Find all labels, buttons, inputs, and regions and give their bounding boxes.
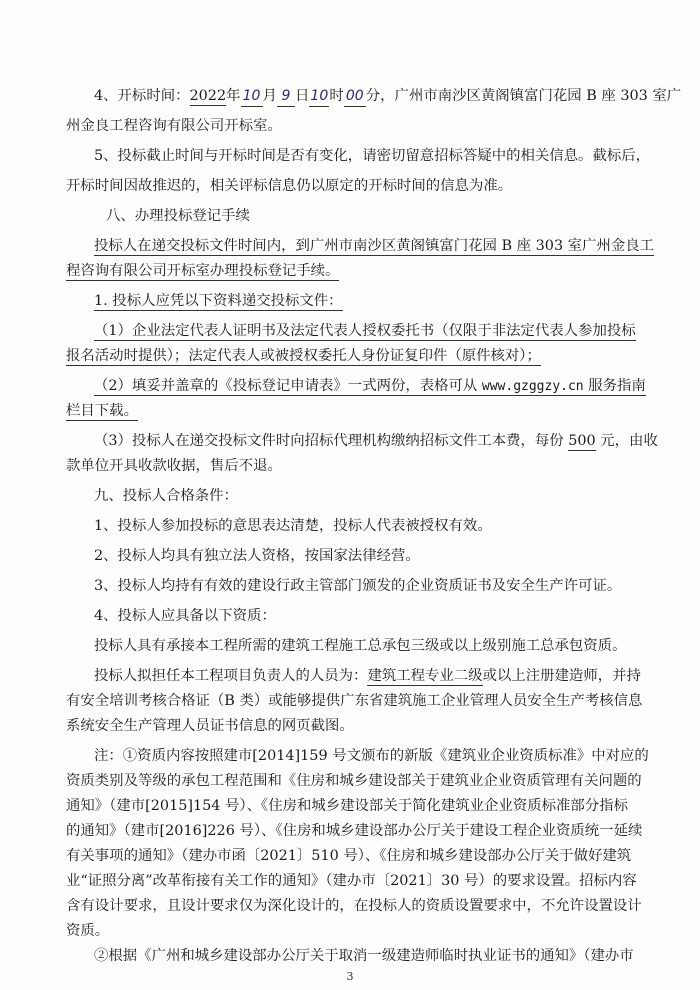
note-1-line-7: 含有设计要求，且设计要求仅为深化设计的，在投标人的资质设置要求中，不允许设置设计 bbox=[66, 898, 642, 914]
material-2-line-1 bbox=[94, 376, 646, 396]
hour-char: 时 bbox=[329, 88, 344, 104]
note-2-line-1: ②根据《广州和城乡建设部办公厅关于取消一级建造师临时执业证书的通知》（建办市 bbox=[94, 948, 634, 964]
material-2-text-1 bbox=[94, 378, 646, 396]
material-2-pre: （2）填妥并盖章的《投标登记申请表》一式两份，表格可从 bbox=[94, 378, 482, 394]
note-1-line-8: 资质。 bbox=[66, 923, 110, 939]
opening-time-label: 4、开标时间： bbox=[94, 88, 190, 104]
handwritten-month: 10 bbox=[241, 86, 263, 107]
qualification-2-post: 或以上注册建造师，并持 bbox=[482, 668, 641, 684]
material-2-text-2: 栏目下载。 bbox=[66, 403, 138, 419]
qualification-2-pre: 投标人拟担任本工程项目负责人的人员为： bbox=[94, 668, 368, 684]
opening-year: 2022 bbox=[189, 88, 227, 104]
material-1-text-1: （1）企业法定代表人证明书及法定代表人授权委托书（仅限于非法定代表人参加投标 bbox=[94, 323, 636, 339]
material-1-line-2 bbox=[66, 346, 636, 366]
material-3-post: 元，由收 bbox=[595, 433, 658, 449]
month-char: 月 bbox=[262, 88, 277, 104]
note-1-line-3: 通知》（建市[2015]154 号）、《住房和城乡建设部关于简化建筑业企业资质标准部分指标 bbox=[66, 798, 628, 814]
day-char: 日 bbox=[294, 88, 310, 104]
qualification-2-line-3: 系统安全生产管理人员证书信息的网页截图。 bbox=[66, 718, 354, 734]
condition-3: 3、投标人均持有有效的建设行政主管部门颁发的企业资质证书及安全生产许可证。 bbox=[94, 578, 622, 594]
page-number: 3 bbox=[346, 970, 354, 983]
handwritten-hour: 10 bbox=[309, 86, 329, 107]
note-1-line-2: 资质类别及等级的承包工程范围和《住房和城乡建设部关于建筑业企业资质管理有关问题的 bbox=[66, 773, 642, 789]
material-3-line-2: 款单位开具收款收据，售后不退。 bbox=[66, 458, 282, 474]
materials-heading bbox=[94, 291, 636, 311]
registration-para-line-1 bbox=[94, 236, 655, 256]
note-1-line-4: 的通知》（建市[2016]226 号）、《住房和城乡建设部办公厅关于建设工程企业资质统一延续 bbox=[66, 823, 643, 839]
registration-para-text-2: 程咨询有限公司开标室办理投标登记手续。 bbox=[66, 263, 340, 279]
project-manager-level: 建筑工程专业二级 bbox=[367, 668, 483, 684]
year-char: 年 bbox=[226, 88, 241, 104]
download-url: www.gzggzy.cn bbox=[481, 379, 584, 394]
condition-2: 2、投标人均具有独立法人资格，按国家法律经营。 bbox=[94, 548, 420, 564]
qualification-2-line-1 bbox=[94, 666, 641, 686]
materials-heading-text: 1. 投标人应凭以下资料递交投标文件： bbox=[94, 293, 343, 309]
material-1-text-2: 报名活动时提供）；法定代表人或被授权委托人身份证复印件（原件核对）； bbox=[66, 348, 541, 364]
opening-time-line-1 bbox=[94, 86, 682, 106]
note-1-line-6: 业“证照分离”改革衔接有关工作的通知》（建办市〔2021〕30 号）的要求设置。招标内容 bbox=[66, 873, 637, 889]
handwritten-day: 9 bbox=[277, 86, 295, 107]
fee-amount: 500 bbox=[568, 433, 596, 449]
opening-time-line-2: 州金良工程咨询有限公司开标室。 bbox=[66, 118, 282, 134]
section-9-title: 九、投标人合格条件： bbox=[94, 488, 238, 504]
condition-1: 1、投标人参加投标的意思表达清楚，投标人代表被授权有效。 bbox=[94, 518, 492, 534]
material-2-post: 服务指南 bbox=[583, 378, 646, 394]
opening-location: ，广州市南沙区黄阁镇富门花园 B 座 303 室广 bbox=[380, 88, 682, 104]
qualification-2-line-2: 有安全培训考核合格证（B 类）或能够提供广东省建筑施工企业管理人员安全生产考核信息 bbox=[66, 693, 643, 709]
material-2-line-2 bbox=[66, 401, 636, 421]
registration-para-line-2 bbox=[66, 261, 636, 281]
condition-4: 4、投标人应具备以下资质： bbox=[94, 608, 276, 624]
qualification-1: 投标人具有承接本工程所需的建筑工程施工总承包三级或以上级别施工总承包资质。 bbox=[94, 638, 627, 654]
material-3-pre: （3）投标人在递交投标文件时向招标代理机构缴纳招标文件工本费，每份 bbox=[94, 433, 569, 449]
minute-char: 分 bbox=[365, 88, 381, 104]
material-1-line-1 bbox=[94, 321, 636, 341]
registration-para-text-1: 投标人在递交投标文件时间内，到广州市南沙区黄阁镇富门花园 B 座 303 室广州金良工 bbox=[94, 238, 655, 254]
deadline-change-line-1: 5、投标截止时间与开标时间是否有变化，请密切留意招标答疑中的相关信息。截标后， bbox=[94, 148, 651, 164]
material-3-line-1 bbox=[94, 431, 658, 451]
handwritten-minute: 00 bbox=[344, 86, 366, 107]
note-1-line-5: 有关事项的通知》（建办市函〔2021〕510 号）、《住房和城乡建设部办公厅关于做好建筑 bbox=[66, 848, 632, 864]
note-1-line-1: 注：①资质内容按照建市[2014]159 号文颁布的新版《建筑业企业资质标准》中对应的 bbox=[94, 748, 649, 764]
deadline-change-line-2: 开标时间因故推迟的，相关评标信息仍以原定的开标时间的信息为准。 bbox=[66, 178, 513, 194]
section-8-title: 八、办理投标登记手续 bbox=[106, 208, 250, 224]
